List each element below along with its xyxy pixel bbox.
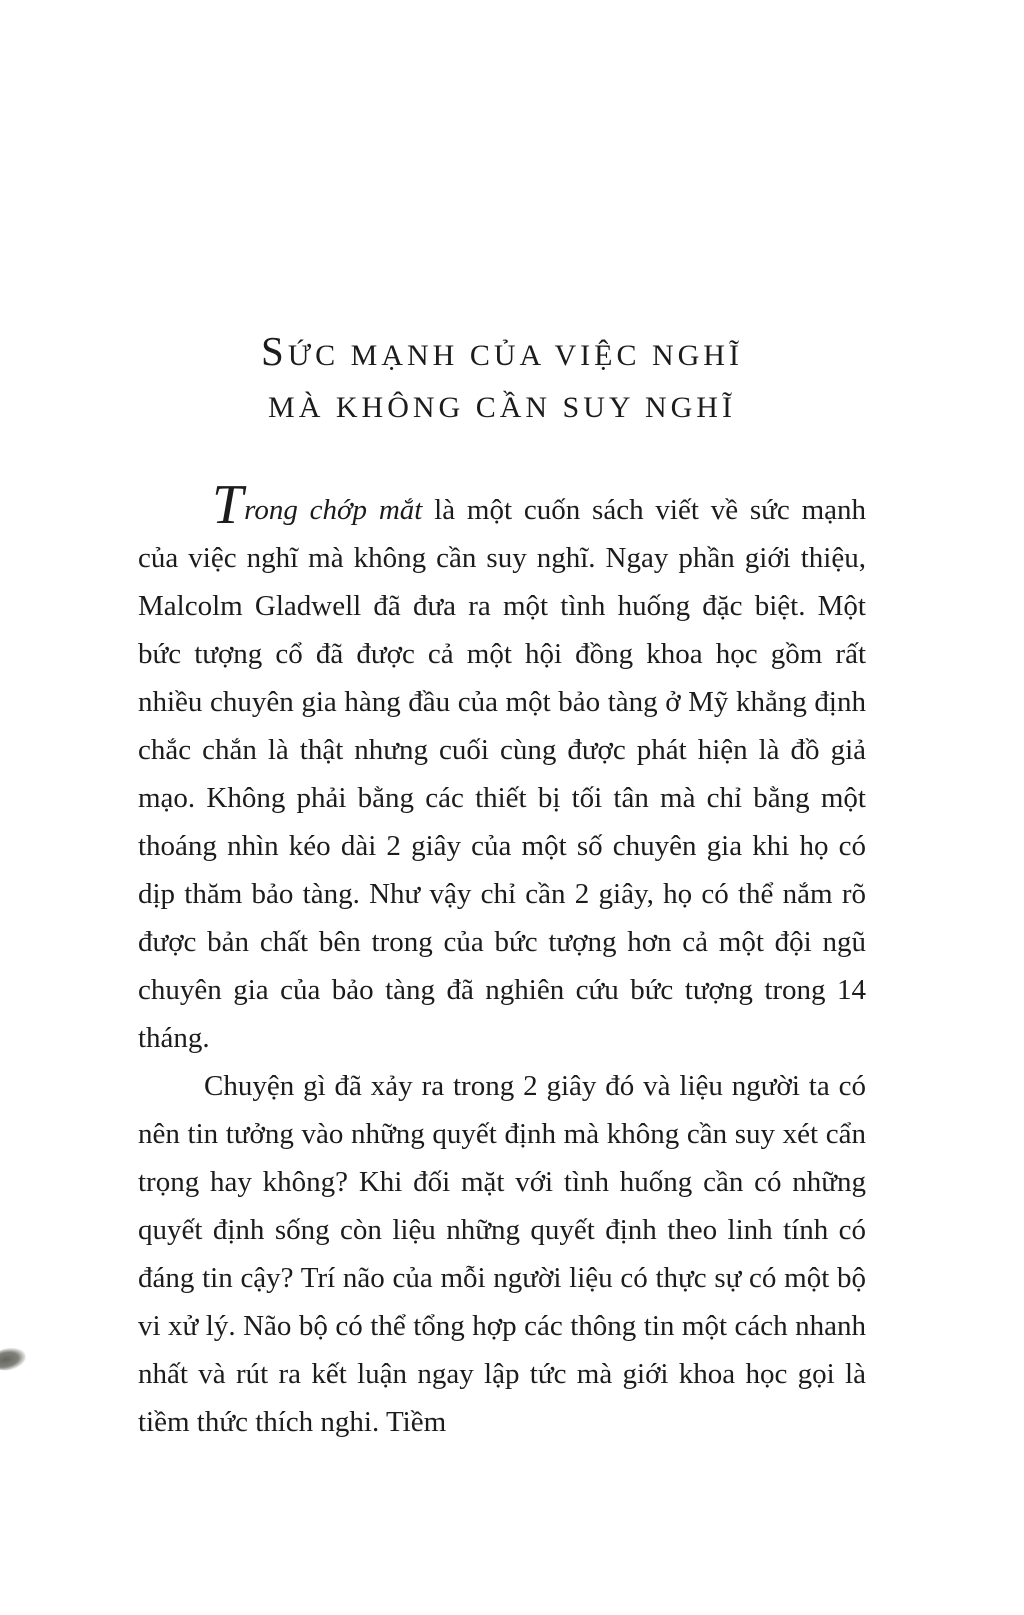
chapter-title-line1 bbox=[138, 325, 866, 382]
chapter-title bbox=[138, 325, 866, 434]
book-title-italic: rong chớp mắt bbox=[244, 494, 423, 526]
paragraph-1-text: là một cuốn sách viết về sức mạnh của việc nghĩ mà không cần suy nghĩ. Ngay phần giới thiệu, Malcolm Gladwell đã đưa ra một tình huống đặc biệt. Một bức tượng cổ đã được cả một hội đồng khoa học gồm rất nhiều chuyên gia hàng đầu của một bảo tàng ở Mỹ khẳng định chắc chắn là thật nhưng cuối cùng được phát hiện là đồ giả mạo. Không phải bằng các thiết bị tối tân mà chỉ bằng một thoáng nhìn kéo dài 2 giây của một số chuyên gia khi họ có dịp thăm bảo tàng. Như vậy chỉ cần 2 giây, họ có thể nắm rõ được bản chất bên trong của bức tượng hơn cả một đội ngũ chuyên gia của bảo tàng đã nghiên cứu bức tượng trong 14 tháng. bbox=[138, 494, 867, 1054]
chapter-title-line1-text: ỨC MẠNH CỦA VIỆC NGHĨ bbox=[287, 339, 743, 372]
paragraph-2-text: Chuyện gì đã xảy ra trong 2 giây đó và liệu người ta có nên tin tưởng vào những quyết định mà không cần suy xét cẩn trọng hay không? Khi đối mặt với tình huống cần có những quyết định sống còn liệu những quyết định theo linh tính có đáng tin cậy? Trí não của mỗi người liệu có thực sự có một bộ vi xử lý. Não bộ có thể tổng hợp các thông tin một cách nhanh nhất và rút ra kết luận ngay lập tức mà giới khoa học gọi là tiềm thức thích nghi. Tiềm bbox=[138, 1070, 866, 1438]
paragraph-2 bbox=[138, 1062, 866, 1446]
print-smudge-artifact bbox=[0, 1345, 28, 1374]
body-text bbox=[138, 474, 867, 1446]
chapter-title-lead-letter: S bbox=[261, 328, 288, 374]
dropcap-letter: T bbox=[212, 474, 245, 536]
paragraph-1 bbox=[138, 474, 867, 1062]
chapter-title-line2: MÀ KHÔNG CẦN SUY NGHĨ bbox=[268, 391, 736, 424]
